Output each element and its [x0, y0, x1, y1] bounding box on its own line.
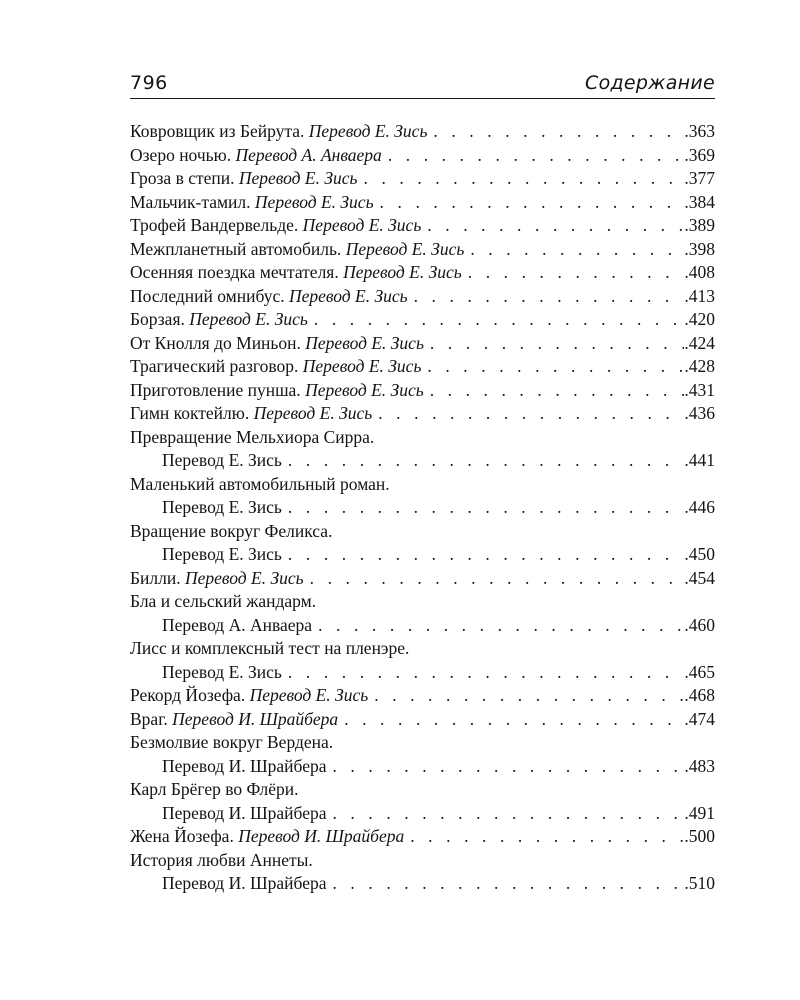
dot-leader [332, 872, 684, 896]
toc-entry-translator: Перевод Е. Зись [162, 544, 282, 564]
toc-entry-title: Вращение вокруг Феликса. [130, 520, 333, 541]
toc-entry-translator: Перевод Е. Зись [305, 332, 424, 353]
toc-entry-translator: Перевод Е. Зись [254, 191, 374, 212]
toc-entry-translator: Перевод И. Шрайбера [162, 802, 327, 823]
toc-entry-page: .424 [684, 332, 715, 353]
toc-entry-page: .468 [684, 685, 715, 705]
toc-entry-page: .389 [684, 215, 715, 235]
dot-leader [433, 120, 684, 144]
dot-leader [427, 214, 684, 238]
toc-entry-translator: Перевод Е. Зись [343, 262, 462, 282]
toc-entry-translator-line [130, 661, 715, 685]
toc-entry-title-line [130, 778, 715, 802]
toc-entry-page: .500 [684, 826, 715, 846]
dot-leader [470, 238, 684, 262]
toc-entry [130, 402, 715, 426]
toc-entry-translator: Перевод Е. Зись [162, 661, 282, 682]
toc-entry-page: .446 [684, 497, 715, 517]
dot-leader [288, 449, 684, 473]
dot-leader [318, 614, 684, 638]
toc-entry-page: .431 [684, 379, 715, 400]
toc-entry-page: .408 [684, 262, 715, 282]
toc-entry-title: Гимн коктейлю. [130, 403, 250, 423]
toc-entry-page: .460 [684, 614, 715, 635]
dot-leader [288, 661, 684, 685]
toc-entry-title: Приготовление пунша. [130, 379, 301, 400]
toc-entry [130, 355, 715, 379]
toc-entry-title: Мальчик-тамил. [130, 191, 251, 212]
toc-entry-title-line [130, 637, 715, 661]
toc-entry-translator: Перевод Е. Зись [185, 567, 304, 588]
dot-leader [288, 496, 684, 520]
dot-leader [378, 402, 684, 426]
toc-entry [130, 214, 715, 238]
toc-entry-translator-line [130, 802, 715, 826]
toc-entry [130, 191, 715, 215]
toc-entry-translator: Перевод И. Шрайбера [172, 708, 339, 729]
toc-entry [130, 567, 715, 591]
toc-entry-translator: Перевод Е. Зись [162, 450, 282, 470]
toc-entry [130, 684, 715, 708]
toc-entry-title: Билли. [130, 567, 181, 588]
toc-entry-translator-line [130, 872, 715, 896]
toc-entry-translator: Перевод Е. Зись [288, 285, 408, 306]
toc-entry-page: .436 [684, 403, 715, 423]
toc-entry-title: Озеро ночью. [130, 144, 232, 165]
toc-entry-translator: Перевод И. Шрайбера [162, 873, 327, 893]
toc-entry-title: Карл Брёгер во Флёри. [130, 779, 299, 799]
toc-entry-title: Трофей Вандервельде. [130, 215, 299, 235]
dot-leader [468, 261, 685, 285]
dot-leader [410, 825, 684, 849]
section-title: Содержание [585, 72, 715, 94]
toc-entry-translator-line [130, 543, 715, 567]
toc-entry-translator: Перевод Е. Зись [189, 309, 308, 329]
toc-entry-title: Враг. [130, 708, 168, 729]
toc-entry-translator-line [130, 496, 715, 520]
toc-entry-title-line [130, 473, 715, 497]
dot-leader [310, 567, 685, 591]
toc-entry-page: .398 [684, 238, 715, 259]
toc-entry [130, 708, 715, 732]
toc-entry-title: Маленький автомобильный роман. [130, 473, 390, 494]
toc-entry-page: .510 [684, 873, 715, 893]
toc-entry-page: .483 [684, 755, 715, 776]
toc-entry-translator: Перевод И. Шрайбера [238, 826, 405, 846]
toc-entry [130, 379, 715, 403]
toc-entry-title-line [130, 426, 715, 450]
toc-entry-translator-line [130, 755, 715, 779]
dot-leader [430, 332, 684, 356]
toc-entry-title: Осенняя поездка мечтателя. [130, 262, 339, 282]
toc-entry-title: Трагический разговор. [130, 356, 299, 376]
table-of-contents [130, 120, 715, 896]
dot-leader [430, 379, 685, 403]
toc-entry [130, 120, 715, 144]
toc-entry-translator-line [130, 449, 715, 473]
toc-entry [130, 285, 715, 309]
dot-leader [364, 167, 685, 191]
toc-entry-translator: Перевод А. Анваера [162, 614, 313, 635]
toc-entry [130, 825, 715, 849]
toc-entry-translator: Перевод И. Шрайбера [162, 755, 327, 776]
toc-entry-title-line [130, 520, 715, 544]
toc-entry-title: Рекорд Йозефа. [130, 685, 246, 705]
toc-entry [130, 144, 715, 168]
toc-entry-translator: Перевод Е. Зись [305, 379, 424, 400]
toc-entry-page: .369 [684, 144, 715, 165]
toc-entry-translator: Перевод Е. Зись [308, 121, 428, 141]
dot-leader [388, 144, 685, 168]
page-number: 796 [130, 72, 168, 94]
toc-entry-page: .491 [684, 802, 715, 823]
toc-entry-title: Лисс и комплексный тест на пленэре. [130, 638, 410, 658]
dot-leader [380, 191, 685, 215]
toc-entry-page: .420 [684, 309, 715, 329]
toc-entry-translator: Перевод Е. Зись [249, 685, 369, 705]
dot-leader [427, 355, 684, 379]
toc-entry-translator: Перевод Е. Зись [302, 215, 422, 235]
toc-entry-page: .450 [684, 544, 715, 564]
toc-entry-title: Гроза в степи. [130, 168, 235, 188]
dot-leader [374, 684, 684, 708]
toc-entry-page: .428 [684, 356, 715, 376]
toc-entry-title-line [130, 849, 715, 873]
toc-entry-translator: Перевод Е. Зись [302, 356, 422, 376]
dot-leader [344, 708, 684, 732]
toc-entry-title: Ковровщик из Бейрута. [130, 121, 305, 141]
page-header [130, 72, 715, 99]
toc-entry-translator: Перевод Е. Зись [238, 168, 358, 188]
toc-entry-title: Безмолвие вокруг Вердена. [130, 732, 334, 752]
toc-entry [130, 167, 715, 191]
toc-entry-title: Межпланетный автомобиль. [130, 238, 342, 259]
dot-leader [332, 802, 684, 826]
toc-entry-translator: Перевод А. Анваера [235, 144, 382, 165]
toc-entry-translator: Перевод Е. Зись [162, 497, 282, 517]
toc-entry-title: От Кнолля до Миньон. [130, 332, 301, 353]
toc-entry-title-line [130, 731, 715, 755]
dot-leader [314, 308, 685, 332]
toc-entry-page: .377 [684, 168, 715, 188]
dot-leader [288, 543, 684, 567]
toc-entry [130, 332, 715, 356]
toc-entry [130, 238, 715, 262]
toc-entry-translator: Перевод Е. Зись [345, 238, 465, 259]
toc-entry-page: .413 [684, 285, 715, 306]
dot-leader [414, 285, 685, 309]
toc-entry-title-line [130, 590, 715, 614]
toc-entry-title: История любви Аннеты. [130, 849, 313, 870]
toc-entry [130, 308, 715, 332]
toc-entry-page: .474 [684, 708, 715, 729]
toc-entry-page: .441 [684, 450, 715, 470]
toc-entry-page: .363 [684, 121, 715, 141]
toc-entry-translator-line [130, 614, 715, 638]
toc-entry-translator: Перевод Е. Зись [253, 403, 373, 423]
dot-leader [332, 755, 684, 779]
toc-entry-title: Превращение Мельхиора Сирра. [130, 426, 375, 447]
toc-entry-page: .454 [684, 567, 715, 588]
toc-entry [130, 261, 715, 285]
toc-entry-page: .465 [684, 661, 715, 682]
toc-entry-page: .384 [684, 191, 715, 212]
toc-entry-title: Борзая. [130, 309, 185, 329]
toc-entry-title: Бла и сельский жандарм. [130, 591, 317, 611]
toc-entry-title: Последний омнибус. [130, 285, 285, 306]
toc-entry-title: Жена Йозефа. [130, 826, 234, 846]
